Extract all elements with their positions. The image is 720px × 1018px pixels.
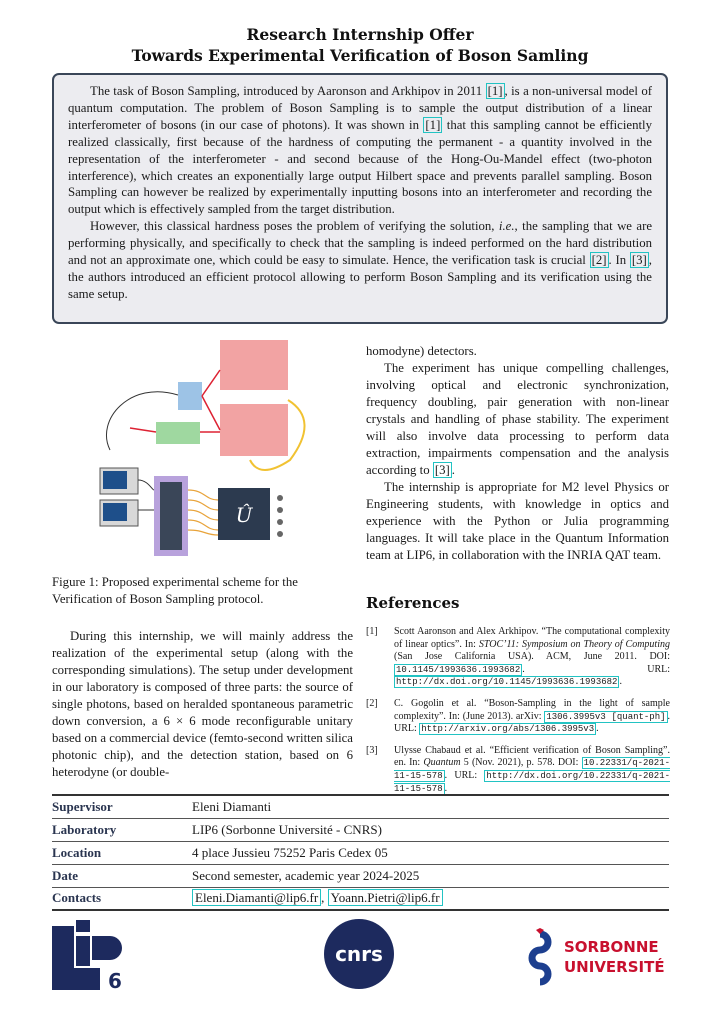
date-value: Second semester, academic year 2024-2025 [192, 864, 669, 887]
reference-number: [1] [366, 626, 378, 637]
experimental-scheme-figure [90, 340, 342, 560]
doi-link[interactable]: 10.22331/q-2021-11-15-578 [394, 758, 671, 781]
reference-item [366, 698, 670, 736]
logo-shape [92, 936, 122, 960]
challenges-paragraph [366, 360, 669, 479]
internship-info-table [52, 794, 669, 911]
location-label: Location [52, 841, 192, 864]
citation-link[interactable]: [1] [425, 117, 441, 132]
citation-link[interactable]: [3] [631, 253, 647, 268]
laboratory-label: Laboratory [52, 818, 192, 841]
text: The experiment has unique compelling challenges, involving optical and electronic synchronization, frequency doubling, pair generation with non-linear crystals and handling of phase stability. The experiment will also involve data processing to perform data extraction, impairments compensation and the analysis according to [366, 361, 669, 477]
title-line-2: Towards Experimental Verification of Boson Samling [131, 46, 589, 65]
contacts-label: Contacts [52, 887, 192, 910]
reference-number: [2] [366, 697, 378, 709]
sorbonne-s-shape [532, 934, 548, 982]
document-title [0, 24, 720, 66]
abstract-paragraph-1 [68, 83, 652, 218]
references-list [366, 626, 670, 804]
citation-link[interactable]: [2] [591, 253, 607, 268]
text: (San Jose California USA). ACM, June 2011. [394, 651, 650, 663]
table-row [52, 841, 669, 864]
reference-item [366, 745, 670, 795]
lip6-logo [52, 920, 122, 990]
venue: STOC’11: Symposium on Theory of Computing [478, 638, 670, 650]
supervisor-label: Supervisor [52, 795, 192, 818]
date-label: Date [52, 864, 192, 887]
cnrs-wordmark: cnrs [335, 942, 383, 966]
shg-module [156, 422, 200, 444]
lip6-six: 6 [108, 969, 122, 990]
paragraph-continuation: homodyne) detectors. [366, 344, 477, 358]
reference-number: [3] [366, 744, 378, 756]
reference-item [366, 626, 670, 689]
sorbonne-logo [528, 928, 670, 988]
doi-link[interactable]: 10.1145/1993636.1993682 [396, 664, 521, 675]
cnrs-logo [323, 918, 395, 990]
contacts-value [192, 887, 669, 910]
text: Scott Aaronson and Alex Arkhipov. “The computational complexity of linear optics”. In: [394, 626, 670, 650]
pulse-module [178, 382, 202, 410]
table-row [52, 864, 669, 887]
detector [277, 519, 283, 525]
citation-link[interactable]: [3] [434, 463, 450, 477]
source-module-top [220, 340, 288, 390]
cnrs-logo-graphic [323, 918, 395, 990]
url-label: . URL: [394, 710, 670, 735]
separator: , [321, 890, 328, 906]
doi-label: DOI: [649, 651, 670, 663]
lip6-logo-graphic [52, 920, 122, 990]
figure-caption: Figure 1: Proposed experimental scheme for the Verification of Boson Sampling protocol. [52, 575, 298, 606]
url-label: . URL: [444, 769, 478, 781]
email-link[interactable]: Yoann.Pietri@lip6.fr [328, 889, 443, 906]
doi-label: DOI: [557, 757, 579, 769]
text: . [451, 463, 455, 477]
venue: Quantum [423, 757, 461, 769]
logo-shape [76, 920, 90, 932]
text: C. Gogolin et al. “Boson-Sampling in the light of sample complexity”. In: (June 2013). arXiv: [394, 697, 670, 722]
oscilloscope-screen [103, 471, 127, 489]
references-heading: References [366, 594, 460, 612]
abstract-box [52, 73, 668, 324]
reference-body [394, 626, 670, 689]
email-link[interactable]: Eleni.Diamanti@lip6.fr [192, 889, 321, 906]
url-link[interactable]: http://dx.doi.org/10.1145/1993636.1993682 [396, 677, 618, 688]
detector [277, 531, 283, 537]
logo-shape [52, 968, 100, 990]
supervisor-value: Eleni Diamanti [192, 795, 669, 818]
citation-link[interactable]: [1] [487, 84, 503, 98]
text: . [444, 782, 448, 794]
text: , the authors introduced an efficient protocol allowing to perform Boson Sampling and its verification using the same setup. [68, 253, 652, 301]
abstract-paragraph-2 [68, 218, 652, 303]
left-column [52, 628, 353, 781]
fiber-bundle [188, 490, 218, 535]
table-row [52, 887, 669, 910]
sorbonne-line-1: SORBONNE [564, 938, 659, 956]
detector [277, 507, 283, 513]
reference-body [394, 745, 670, 795]
setup-diagram [90, 340, 342, 560]
logo-shape [76, 936, 90, 966]
text: . [619, 676, 622, 688]
location-value: 4 place Jussieu 75252 Paris Cedex 05 [192, 841, 669, 864]
table-row [52, 795, 669, 818]
internship-paragraph: During this internship, we will mainly address the realization of the experimental setup (along with the corresponding simulations). The setup under development in our laboratory is composed of three parts: the source of single photons, based on heralded spontaneous parametric down conversion, a 6 × 6 mode reconfigurable unitary based on a commercial device (femto-second written silica photonic chip), and the detection station, based on 6 heterodyne (or double- [52, 629, 353, 779]
url-link[interactable]: http://dx.doi.org/10.22331/q-2021-11-15-578 [394, 770, 670, 794]
sorbonne-logo-graphic [528, 928, 670, 988]
text: that this sampling cannot be efficiently realized classically, first because of the hardness of computing the permanent - a quantity involved in the representation of the interferometer - and second because of the Hong-Ou-Mandel effect (two-photon interference), which creates an exponentially large output Hilbert space and prevents parallel sampling. Boson Sampling can however be realized by experimentally inputting bosons into an interferometer and recording the output which is effectively sampled from the target distribution. [68, 117, 652, 217]
source-module-bottom [220, 404, 288, 456]
title-line-1: Research Internship Offer [246, 25, 474, 44]
text: . In [608, 253, 630, 268]
table-row [52, 818, 669, 841]
text: 5 (Nov. 2021), p. 578. [460, 757, 558, 769]
oscilloscope-screen [103, 503, 127, 521]
chip-core [160, 482, 182, 550]
text: However, this classical hardness poses the problem of verifying the solution, [90, 219, 499, 234]
laboratory-value: LIP6 (Sorbonne Université - CNRS) [192, 818, 669, 841]
url-label: . URL: [522, 663, 670, 675]
requirements-paragraph: The internship is appropriate for M2 level Physics or Engineering students, with knowledge in optics and experience with the Python or Julia programming languages. It will take place in the Quantum Information team at LIP6, in collaboration with the INRIA QAT team. [366, 480, 669, 562]
unitary-label: Û [235, 503, 253, 527]
detector [277, 495, 283, 501]
text: , is a non-universal model of quantum computation. The problem of Boson Sampling is to sample the output distribution of a linear interferometer of bosons (in our case of photons). It was shown in [68, 84, 652, 132]
url-link[interactable]: http://arxiv.org/abs/1306.3995v3 [421, 724, 595, 735]
right-column [366, 343, 669, 564]
text-italic: i.e. [498, 219, 515, 234]
reference-body [394, 698, 670, 736]
text: , the sampling that we are performing physically, and specifically to check that the sampling is indeed performed on the hard distribution and not an approximate one, which could be easy to simulate. Hence, the verification task is crucial [68, 219, 653, 268]
sorbonne-line-2: UNIVERSITÉ [564, 958, 665, 976]
text: Ulysse Chabaud et al. “Efficient verification of Boson Sampling”. en. In: [394, 744, 670, 769]
text: . [596, 723, 599, 735]
arxiv-link[interactable]: 1306.3995v3 [quant-ph] [546, 711, 666, 722]
text: The task of Boson Sampling, introduced by Aaronson and Arkhipov in 2011 [90, 84, 486, 98]
